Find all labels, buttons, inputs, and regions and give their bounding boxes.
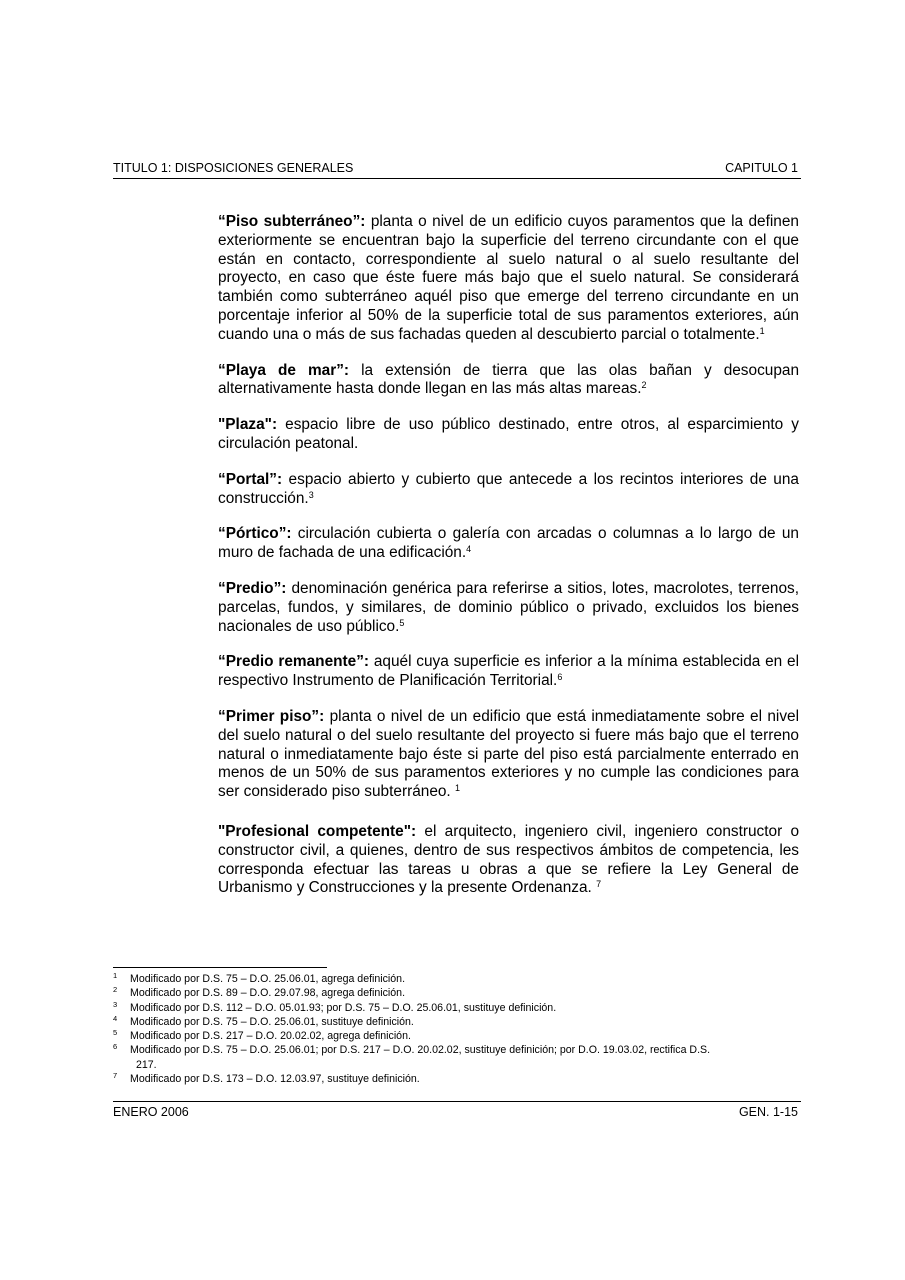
definition-text: planta o nivel de un edificio cuyos paramentos que la definen exteriormente se encuentran bajo la superficie del terreno circundante con el que están en contacto, correspondiente al suelo natural o al suelo resultante del proyecto, en caso que éste fuere más bajo que el suelo natural. Se considerará también como subterráneo aquél piso que emerge del terreno circundante en un porcentaje inferior al 50% de la superficie total de sus paramentos exteriores, aún cuando una o más de sus fachadas queden al descubierto parcial o totalmente. [218, 213, 799, 343]
footnote-text-continued: 217. [136, 1058, 157, 1071]
footnote-number: 5 [113, 1028, 118, 1038]
footnote-number: 3 [113, 999, 118, 1009]
definition-term: “Portal”: [218, 470, 283, 488]
definition-entry [218, 823, 799, 898]
footnote-ref: 2 [641, 380, 647, 391]
definition-entry [218, 653, 799, 691]
definition-entry [218, 580, 799, 636]
footnote-ref: 7 [596, 879, 602, 890]
definition-term: “Pórtico”: [218, 525, 292, 543]
header-title: TITULO 1: DISPOSICIONES GENERALES [113, 161, 354, 175]
definition-text: el arquitecto, ingeniero civil, ingeniero constructor o constructor civil, a quienes, dentro de sus respectivos ámbitos de competencia, les corresponda efectuar las tareas u obras a que se refiere la Ley General de Urbanismo y Construcciones y la presente Ordenanza. [218, 822, 800, 897]
footnote-number: 7 [113, 1071, 118, 1081]
page-header [113, 160, 801, 179]
footnote [113, 986, 803, 1000]
definition-text: aquél cuya superficie es inferior a la mínima establecida en el respectivo Instrumento de Planificación Territorial. [218, 653, 800, 690]
footnote-number: 1 [113, 971, 118, 980]
definition-term: “Playa de mar”: [218, 361, 350, 379]
definition-entry [218, 708, 799, 802]
header-chapter: CAPITULO 1 [725, 161, 798, 175]
footnote [113, 1072, 803, 1086]
footnote-ref: 6 [557, 672, 563, 683]
footnote-ref: 3 [308, 489, 314, 500]
footnote [113, 1043, 803, 1072]
footnote [113, 1015, 803, 1029]
definition-entry [218, 416, 799, 454]
footnote [113, 972, 803, 986]
footnote-text: Modificado por D.S. 173 – D.O. 12.03.97, sustituye definición. [130, 1073, 420, 1086]
definition-term: "Profesional competente": [218, 822, 417, 840]
page-footer [113, 1101, 801, 1122]
footnote-number: 6 [113, 1042, 118, 1052]
definition-term: “Predio remanente”: [218, 653, 370, 671]
footnote [113, 1029, 803, 1043]
footnote-separator [113, 967, 327, 968]
definitions-body [218, 213, 799, 914]
footnote-text: Modificado por D.S. 217 – D.O. 20.02.02, agrega definición. [130, 1030, 411, 1043]
footnote-number: 4 [113, 1013, 118, 1023]
footnote-ref: 1 [454, 783, 460, 794]
footnote-ref: 5 [399, 617, 405, 628]
definition-text: denominación genérica para referirse a sitios, lotes, macrolotes, terrenos, parcelas, fundos, y similares, de dominio público o privado, excluidos los bienes nacionales de uso público. [218, 579, 799, 635]
definition-entry [218, 213, 799, 345]
definition-text: espacio libre de uso público destinado, entre otros, al esparcimiento y circulación peatonal. [218, 416, 799, 452]
footnotes [113, 972, 803, 1086]
definition-term: “Predio”: [218, 579, 287, 597]
definition-entry [218, 362, 799, 400]
definition-term: "Plaza": [218, 416, 278, 434]
footnote-ref: 4 [466, 544, 472, 555]
definition-text: la extensión de tierra que las olas bañan y desocupan alternativamente hasta donde llegan en las más altas mareas. [218, 361, 800, 398]
definition-entry [218, 525, 799, 563]
footer-date: ENERO 2006 [113, 1105, 189, 1119]
footnote-ref: 1 [759, 325, 765, 336]
footnote-text: Modificado por D.S. 89 – D.O. 29.07.98, agrega definición. [130, 987, 406, 1000]
footnote-text: Modificado por D.S. 75 – D.O. 25.06.01, sustituye definición. [130, 1015, 414, 1028]
definition-text: espacio abierto y cubierto que antecede a los recintos interiores de una construcción. [218, 470, 799, 507]
definition-text: circulación cubierta o galería con arcadas o columnas a lo largo de un muro de fachada de una edificación. [218, 525, 799, 562]
definition-term: “Primer piso”: [218, 707, 325, 725]
definition-entry [218, 471, 799, 509]
footnote-text: Modificado por D.S. 75 – D.O. 25.06.01; por D.S. 217 – D.O. 20.02.02, sustituye definición; por D.O. 19.03.02, rectifica D.S. [130, 1044, 711, 1057]
footnote [113, 1001, 803, 1015]
page-number: GEN. 1-15 [738, 1105, 798, 1119]
definition-text: planta o nivel de un edificio que está inmediatamente sobre el nivel del suelo natural o del suelo resultante del proyecto si fuere más bajo que el terreno natural o inmediatamente bajo éste si parte del piso está parcialmente enterrado en menos de un 50% de sus paramentos exteriores y no cumple las condiciones para ser considerado piso subterráneo. [218, 707, 799, 801]
footnote-text: Modificado por D.S. 75 – D.O. 25.06.01, agrega definición. [130, 973, 406, 985]
footnote-text: Modificado por D.S. 112 – D.O. 05.01.93; por D.S. 75 – D.O. 25.06.01, sustituye definición. [130, 1001, 557, 1014]
footnote-number: 2 [113, 985, 118, 995]
definition-term: “Piso subterráneo”: [218, 213, 366, 230]
